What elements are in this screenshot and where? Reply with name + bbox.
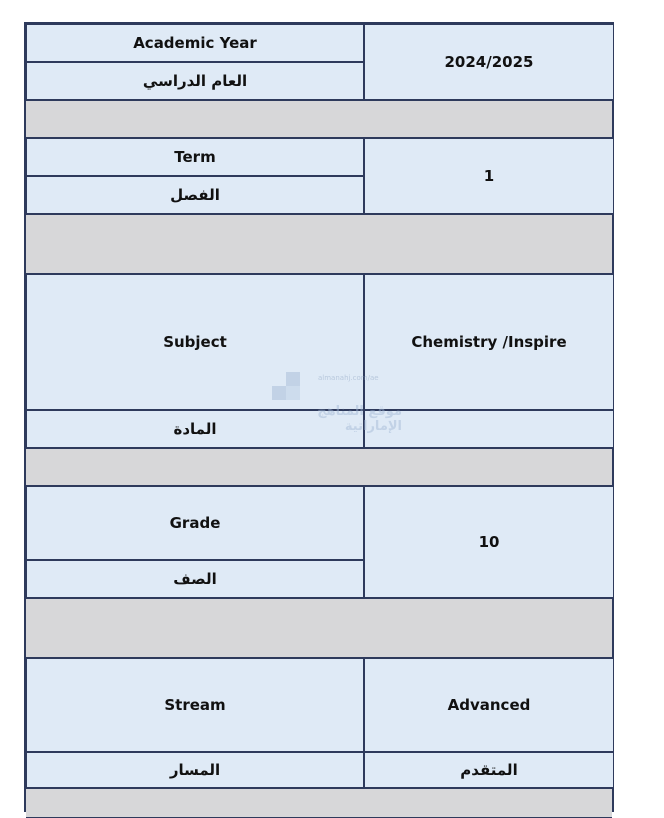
grade-label-ar: الصف bbox=[26, 560, 364, 598]
term-value: 1 bbox=[364, 138, 614, 214]
info-table bbox=[24, 22, 614, 812]
grade-label-en: Grade bbox=[26, 486, 364, 560]
academic-year-label-en: Academic Year bbox=[26, 24, 364, 62]
grade-value: 10 bbox=[364, 486, 614, 598]
stream-label-en: Stream bbox=[26, 658, 364, 752]
spacer-row bbox=[26, 788, 612, 818]
term-label-en: Term bbox=[26, 138, 364, 176]
spacer-row bbox=[26, 448, 612, 486]
spacer-row bbox=[26, 214, 612, 274]
spacer-row bbox=[26, 598, 612, 658]
spacer-row bbox=[26, 100, 612, 138]
stream-value-ar: المتقدم bbox=[364, 752, 614, 788]
subject-value-ar-empty bbox=[364, 410, 614, 448]
stream-label-ar: المسار bbox=[26, 752, 364, 788]
subject-label-ar: المادة bbox=[26, 410, 364, 448]
term-label-ar: الفصل bbox=[26, 176, 364, 214]
academic-year-label-ar: العام الدراسي bbox=[26, 62, 364, 100]
stream-value-en: Advanced bbox=[364, 658, 614, 752]
watermark-name: موقع المناهج الإماراتية bbox=[317, 404, 402, 434]
subject-value: Chemistry /Inspire bbox=[364, 274, 614, 410]
watermark-url: almanahj.com/ae bbox=[318, 374, 379, 382]
academic-year-value: 2024/2025 bbox=[364, 24, 614, 100]
subject-label-en: Subject bbox=[26, 274, 364, 410]
